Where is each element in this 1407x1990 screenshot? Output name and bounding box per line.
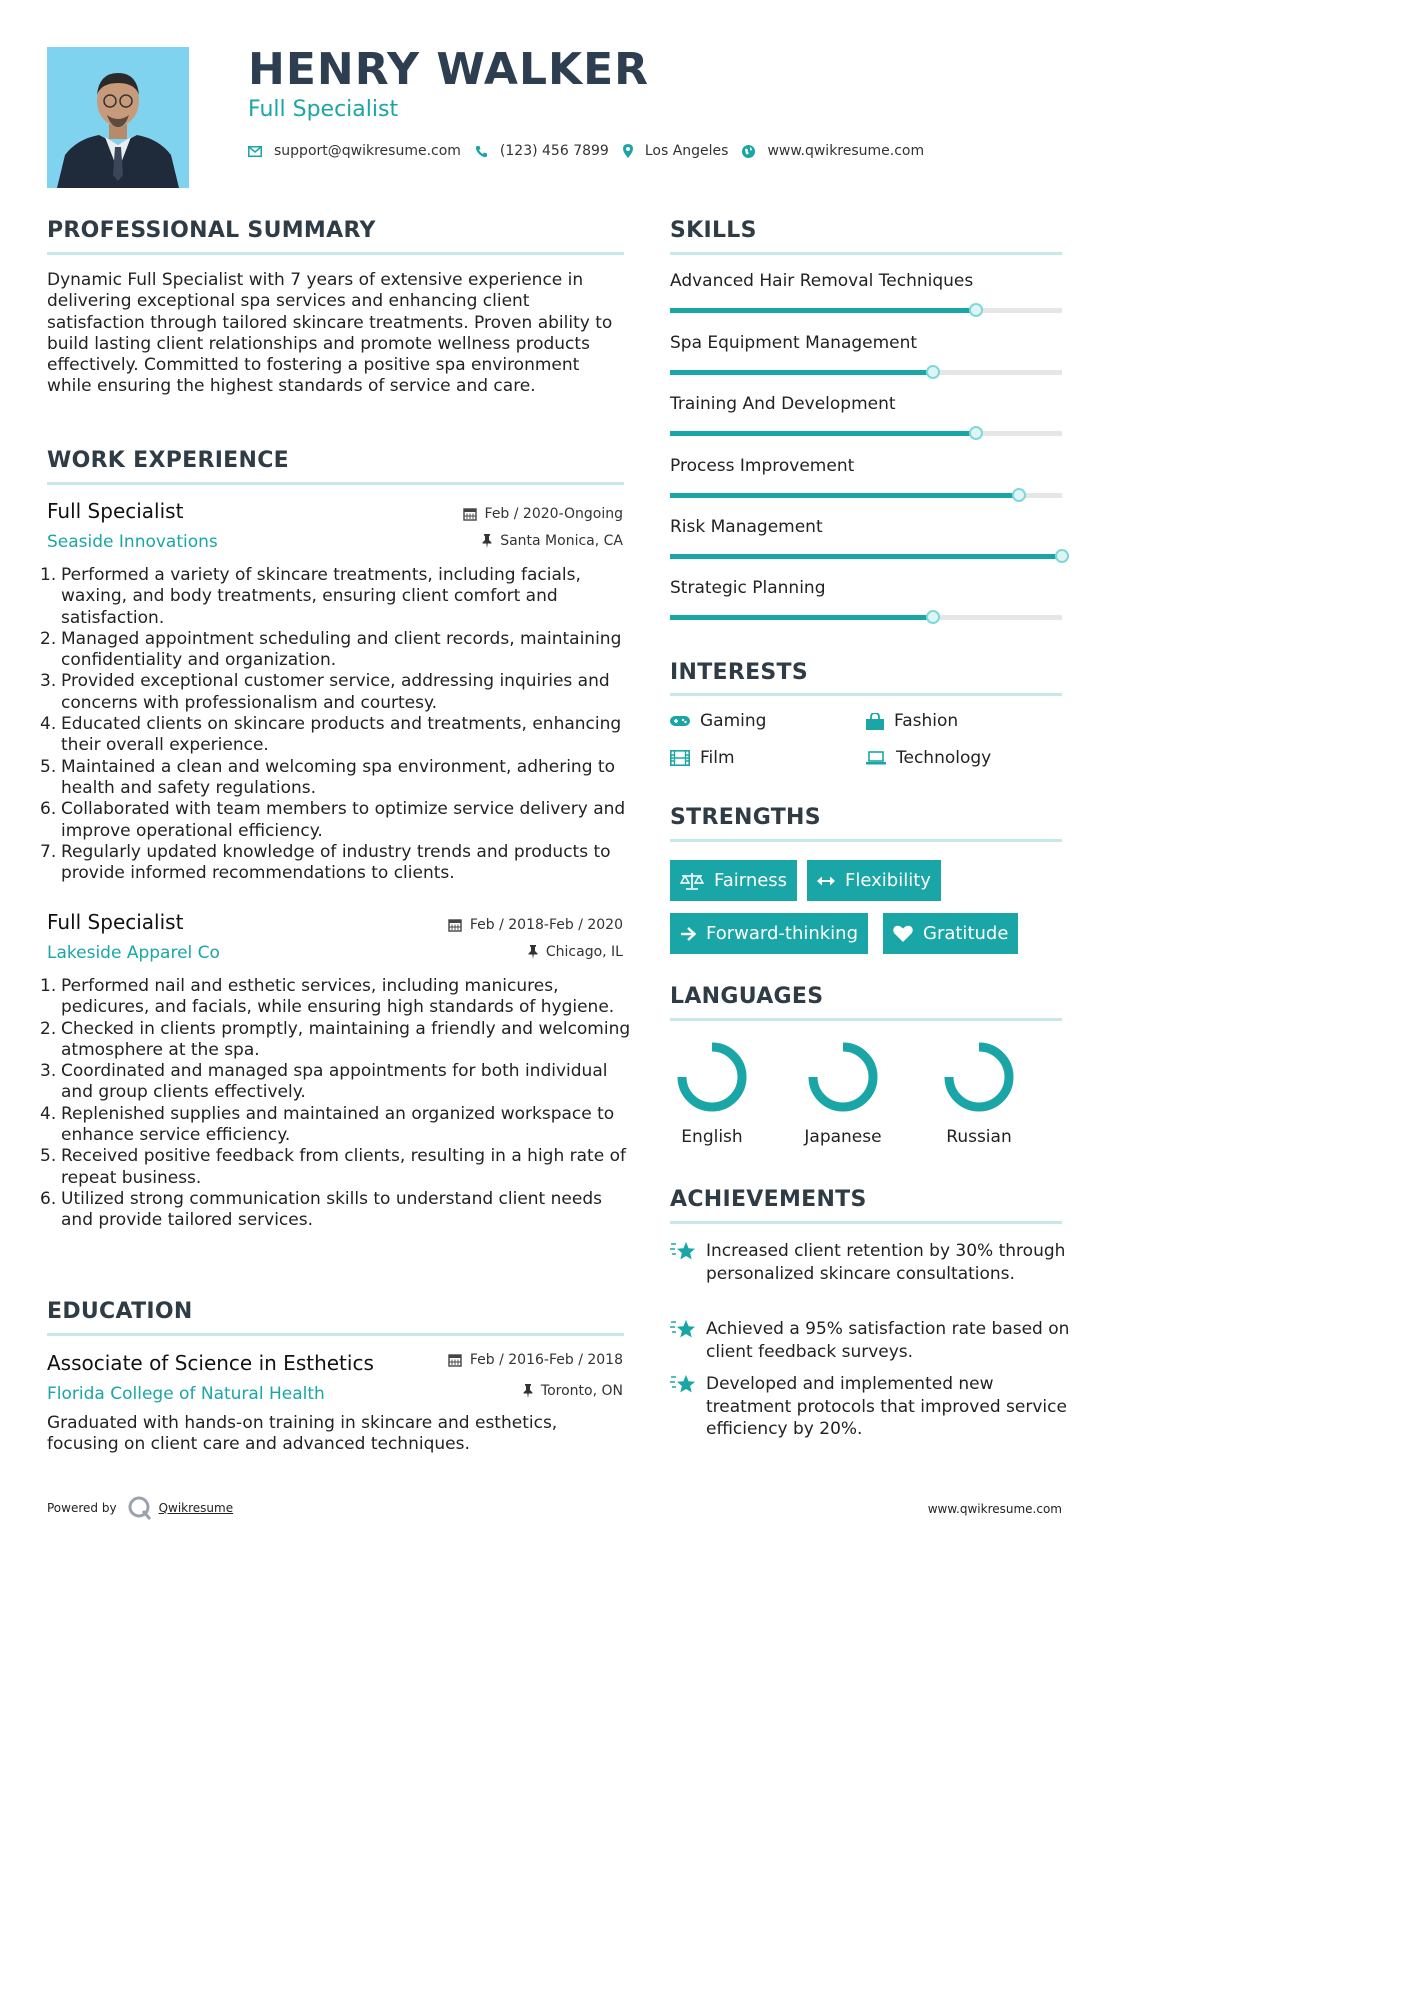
strength-label: Forward-thinking	[706, 923, 859, 944]
footer-url[interactable]: www.qwikresume.com	[927, 1502, 1062, 1516]
interest-film	[670, 748, 735, 768]
achievements-divider	[670, 1221, 1062, 1224]
contact-bar	[248, 141, 938, 161]
film-icon	[670, 750, 690, 766]
duty-number: 2.	[40, 1018, 57, 1039]
duty-text: Coordinated and managed spa appointments for both individual and group clients effectively.	[61, 1061, 608, 1103]
strengths-divider	[670, 839, 1062, 842]
duty-number: 7.	[40, 841, 57, 862]
laptop-icon	[866, 751, 886, 765]
summary-divider	[47, 252, 624, 255]
shopping-bag-icon	[866, 713, 884, 730]
job-dates-text: Feb / 2018-Feb / 2020	[469, 917, 623, 933]
duty-item	[40, 1188, 637, 1232]
job-dates	[448, 917, 623, 933]
interests-heading: INTERESTS	[670, 660, 808, 685]
qwikresume-link[interactable]: Qwikresume	[158, 1501, 234, 1515]
contact-website[interactable]	[742, 143, 924, 159]
star-award-icon	[670, 1374, 696, 1396]
duty-item	[40, 841, 637, 885]
duty-number: 1.	[40, 565, 57, 585]
skill-bar	[670, 493, 1062, 498]
skill-bar-knob	[969, 426, 983, 440]
duty-text: Collaborated with team members to optimize service delivery and improve operational efficiency.	[61, 799, 626, 841]
education-divider	[47, 1333, 624, 1336]
duty-number: 5.	[40, 1146, 57, 1167]
achievement-text: Developed and implemented new treatment protocols that improved service efficiency by 20%.	[706, 1374, 1067, 1439]
duty-item	[40, 976, 637, 1019]
strength-badge	[670, 913, 868, 954]
strength-label: Fairness	[714, 870, 788, 891]
website-text: www.qwikresume.com	[767, 143, 925, 159]
balance-scale-icon	[680, 872, 704, 890]
powered-by-text: Powered by	[47, 1501, 117, 1515]
duty-item	[40, 756, 637, 800]
duty-item	[40, 1018, 637, 1062]
skill-bar-fill	[670, 370, 933, 375]
skill-bar-fill	[670, 308, 976, 313]
language-level-ring	[943, 1041, 1015, 1113]
contact-phone[interactable]	[475, 143, 609, 159]
duty-text: Performed a variety of skincare treatments, including facials, waxing, and body treatments, ensuring client comfort and satisfaction.	[61, 565, 581, 628]
job-location	[482, 533, 623, 549]
duty-item	[40, 1103, 637, 1147]
candidate-name: HENRY WALKER	[248, 44, 650, 95]
achievement-item	[670, 1373, 1070, 1441]
education-description: Graduated with hands-on training in skincare and esthetics, focusing on client care and advanced techniques.	[47, 1413, 558, 1455]
gamepad-icon	[670, 714, 690, 728]
strength-label: Flexibility	[845, 870, 931, 891]
language-level-ring	[676, 1041, 748, 1113]
education-location	[523, 1383, 623, 1399]
pushpin-icon	[523, 1384, 533, 1398]
job-location-text: Chicago, IL	[545, 944, 623, 960]
skill-bar-knob	[969, 303, 983, 317]
contact-email[interactable]	[248, 143, 461, 159]
summary-text: Dynamic Full Specialist with 7 years of extensive experience in delivering exceptional spa services and enhancing client satisfaction through tailored skincare treatments. Proven ability to build lasting client relationships and promote wellness products effectively. Committed to fostering a positive spa environment while ensuring the highest standards of service and care.	[47, 270, 613, 397]
interests-divider	[670, 693, 1062, 696]
skill-label: Process Improvement	[670, 456, 855, 476]
duty-text: Regularly updated knowledge of industry trends and products to provide informed recommendations to clients.	[61, 841, 611, 884]
summary-heading: PROFESSIONAL SUMMARY	[47, 218, 376, 243]
job-title: Full Specialist	[47, 910, 184, 934]
skill-item	[670, 578, 1062, 628]
arrow-right-icon	[680, 927, 696, 941]
location-text: Los Angeles	[644, 143, 729, 159]
achievement-text: Increased client retention by 30% through personalized skincare consultations.	[706, 1241, 1066, 1284]
skill-bar-knob	[1012, 488, 1026, 502]
languages-divider	[670, 1018, 1062, 1021]
achievement-item	[670, 1240, 1070, 1285]
duty-number: 3.	[40, 1061, 57, 1082]
star-award-icon	[670, 1319, 696, 1341]
skill-bar-fill	[670, 615, 933, 620]
skill-item	[670, 394, 1062, 444]
calendar-icon	[463, 507, 477, 521]
duty-text: Educated clients on skincare products and treatments, enhancing their overall experience.	[61, 714, 622, 756]
language-label: Russian	[946, 1127, 1012, 1147]
phone-icon	[475, 145, 488, 158]
languages-heading: LANGUAGES	[670, 984, 824, 1009]
skill-label: Strategic Planning	[670, 578, 826, 598]
skill-item	[670, 517, 1062, 567]
duty-text: Replenished supplies and maintained an organized workspace to enhance service efficiency.	[61, 1103, 615, 1146]
strength-badge	[670, 860, 797, 901]
duty-item	[40, 628, 637, 672]
skills-heading: SKILLS	[670, 218, 757, 243]
skill-bar-knob	[1055, 549, 1069, 563]
skills-divider	[670, 252, 1062, 255]
language-label: English	[681, 1127, 743, 1147]
skill-label: Risk Management	[670, 517, 823, 537]
candidate-title: Full Specialist	[248, 97, 399, 122]
calendar-icon	[448, 1353, 462, 1367]
duty-number: 5.	[40, 756, 57, 777]
achievement-text: Achieved a 95% satisfaction rate based on client feedback surveys.	[706, 1319, 1070, 1362]
qwikresume-logo-icon	[127, 1495, 153, 1521]
job-location	[528, 944, 623, 960]
duty-item	[40, 1061, 637, 1104]
skill-bar	[670, 370, 1062, 375]
arrows-horizontal-icon	[817, 876, 835, 886]
duty-item	[40, 799, 637, 842]
duty-number: 4.	[40, 1103, 57, 1124]
skill-bar	[670, 431, 1062, 436]
duty-number: 6.	[40, 799, 57, 820]
duty-text: Performed nail and esthetic services, including manicures, pedicures, and facials, while ensuring high standards of hygiene.	[61, 976, 615, 1018]
experience-heading: WORK EXPERIENCE	[47, 448, 289, 473]
skill-bar	[670, 554, 1062, 559]
language-level-ring	[807, 1041, 879, 1113]
language-item	[657, 1041, 767, 1147]
strength-label: Gratitude	[923, 923, 1009, 944]
duty-text: Utilized strong communication skills to understand client needs and provide tailored services.	[61, 1188, 602, 1231]
degree-title: Associate of Science in Esthetics	[47, 1351, 374, 1375]
duty-text: Received positive feedback from clients, resulting in a high rate of repeat business.	[61, 1146, 626, 1188]
skill-label: Spa Equipment Management	[670, 333, 918, 353]
map-marker-icon	[623, 144, 633, 158]
duty-item	[40, 671, 637, 714]
skill-bar	[670, 308, 1062, 313]
skill-label: Advanced Hair Removal Techniques	[670, 271, 974, 291]
experience-divider	[47, 482, 624, 485]
education-dates	[448, 1352, 623, 1368]
heart-icon	[893, 925, 913, 942]
skill-item	[670, 333, 1062, 383]
skill-bar-knob	[926, 365, 940, 379]
duty-text: Maintained a clean and welcoming spa environment, adhering to health and safety regulations.	[61, 756, 615, 798]
interest-label: Film	[700, 748, 735, 768]
job-duties-list	[40, 565, 637, 884]
strengths-heading: STRENGTHS	[670, 805, 821, 830]
skill-bar-knob	[926, 610, 940, 624]
language-item	[924, 1041, 1034, 1147]
achievement-item	[670, 1318, 1070, 1363]
achievements-heading: ACHIEVEMENTS	[670, 1187, 867, 1212]
strength-badge	[883, 913, 1018, 954]
duty-number: 1.	[40, 976, 57, 996]
education-location-text: Toronto, ON	[540, 1383, 623, 1399]
skill-label: Training And Development	[670, 394, 896, 414]
calendar-icon	[448, 918, 462, 932]
job-company: Seaside Innovations	[47, 532, 218, 552]
duty-number: 6.	[40, 1188, 57, 1209]
education-heading: EDUCATION	[47, 1299, 193, 1324]
language-item	[788, 1041, 898, 1147]
duty-number: 4.	[40, 714, 57, 735]
duty-item	[40, 714, 637, 757]
contact-location	[623, 143, 729, 159]
interest-label: Gaming	[700, 711, 767, 731]
duty-text: Provided exceptional customer service, addressing inquiries and concerns with professionalism and courtesy.	[61, 671, 610, 713]
interest-label: Fashion	[894, 711, 959, 731]
education-dates-text: Feb / 2016-Feb / 2018	[469, 1352, 623, 1368]
email-text: support@qwikresume.com	[274, 143, 461, 159]
duty-text: Managed appointment scheduling and client records, maintaining confidentiality and organization.	[61, 628, 622, 671]
duty-text: Checked in clients promptly, maintaining a friendly and welcoming atmosphere at the spa.	[61, 1018, 631, 1060]
profile-photo	[47, 47, 189, 188]
interest-gaming	[670, 711, 766, 731]
skill-item	[670, 456, 1062, 506]
duty-item	[40, 565, 637, 629]
envelope-icon	[248, 146, 262, 157]
pushpin-icon	[528, 945, 538, 959]
skill-bar-fill	[670, 431, 976, 436]
job-title: Full Specialist	[47, 499, 184, 523]
globe-icon	[742, 145, 755, 158]
language-label: Japanese	[804, 1127, 882, 1147]
interest-technology	[866, 748, 991, 768]
job-duties-list	[40, 976, 637, 1232]
skill-bar-fill	[670, 493, 1019, 498]
job-location-text: Santa Monica, CA	[500, 533, 623, 549]
skill-bar	[670, 615, 1062, 620]
phone-text: (123) 456 7899	[499, 143, 609, 159]
job-dates	[463, 506, 623, 522]
duty-number: 3.	[40, 671, 57, 692]
star-award-icon	[670, 1241, 696, 1263]
school-name: Florida College of Natural Health	[47, 1384, 325, 1404]
job-company: Lakeside Apparel Co	[47, 943, 220, 963]
interest-fashion	[866, 711, 958, 731]
skill-item	[670, 271, 1062, 321]
skill-bar-fill	[670, 554, 1062, 559]
footer-powered-by	[47, 1495, 233, 1521]
pushpin-icon	[482, 534, 492, 548]
duty-item	[40, 1146, 637, 1189]
job-dates-text: Feb / 2020-Ongoing	[484, 506, 623, 522]
duty-number: 2.	[40, 628, 57, 649]
interest-label: Technology	[896, 748, 992, 768]
strength-badge	[807, 860, 941, 901]
